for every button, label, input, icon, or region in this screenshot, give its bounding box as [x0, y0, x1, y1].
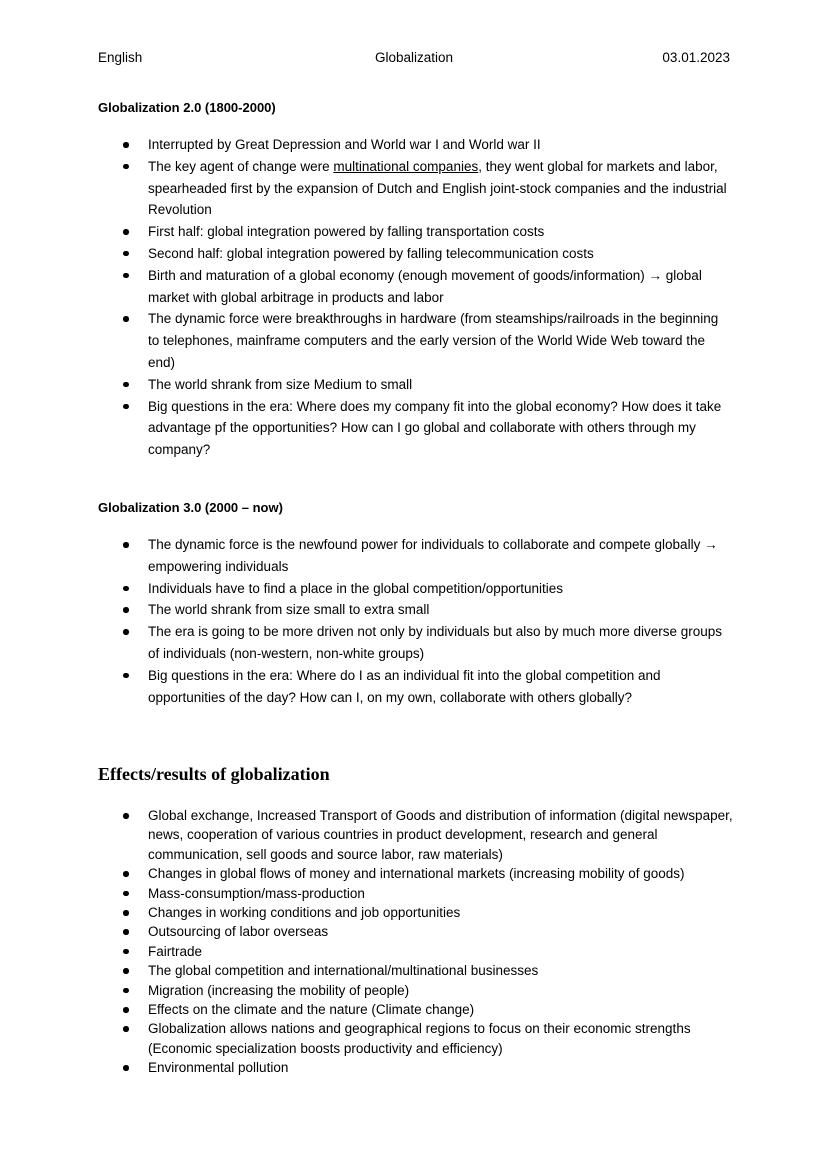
section-title-globalization-3: Globalization 3.0 (2000 – now): [98, 500, 283, 515]
bullet-list-globalization-2: [148, 134, 733, 461]
list-item: Changes in global flows of money and international markets (increasing mobility of goods): [148, 864, 733, 883]
list-item: Big questions in the era: Where does my company fit into the global economy? How does it take advantage pf the opportunities? How can I go global and collaborate with others through my company?: [148, 396, 733, 461]
effects-heading: Effects/results of globalization: [98, 764, 330, 784]
list-item: Birth and maturation of a global economy (enough movement of goods/information) → global market with global arbitrage in products and labor: [148, 265, 733, 309]
section-title-globalization-2: Globalization 2.0 (1800-2000): [98, 100, 276, 115]
list-item: Globalization allows nations and geographical regions to focus on their economic strengths (Economic specialization boosts productivity and efficiency): [148, 1019, 733, 1058]
header-subject: English: [98, 50, 143, 65]
header-topic: Globalization: [374, 50, 454, 65]
underlined-term: multinational companies: [333, 158, 479, 174]
list-item: First half: global integration powered by falling transportation costs: [148, 221, 733, 243]
list-item: Interrupted by Great Depression and World war I and World war II: [148, 134, 733, 156]
list-item: Fairtrade: [148, 942, 733, 961]
bullet-list-effects: [148, 806, 733, 1078]
list-item: Second half: global integration powered by falling telecommunication costs: [148, 243, 733, 265]
list-item: Changes in working conditions and job opportunities: [148, 903, 733, 922]
list-item: The key agent of change were multinational companies, they went global for markets and labor, spearheaded first by the expansion of Dutch and English joint-stock companies and the industrial Revolution: [148, 156, 733, 221]
page-header: [98, 50, 730, 68]
list-item: The era is going to be more driven not only by individuals but also by much more diverse groups of individuals (non-western, non-white groups): [148, 621, 733, 665]
list-item: Environmental pollution: [148, 1058, 733, 1077]
list-item: The world shrank from size small to extra small: [148, 599, 733, 621]
header-date: 03.01.2023: [662, 50, 730, 65]
list-item: The dynamic force were breakthroughs in hardware (from steamships/railroads in the beginning to telephones, mainframe computers and the early version of the World Wide Web toward the end): [148, 308, 733, 373]
list-item: The world shrank from size Medium to small: [148, 374, 733, 396]
list-item: Big questions in the era: Where do I as an individual fit into the global competition and opportunities of the day? How can I, on my own, collaborate with others globally?: [148, 665, 733, 709]
bullet-list-globalization-3: [148, 534, 733, 708]
list-item: Outsourcing of labor overseas: [148, 922, 733, 941]
list-item: Migration (increasing the mobility of people): [148, 981, 733, 1000]
list-item: Global exchange, Increased Transport of Goods and distribution of information (digital newspaper, news, cooperation of various countries in product development, research and general communication, sell goods and source labor, raw materials): [148, 806, 733, 864]
list-item: Mass-consumption/mass-production: [148, 884, 733, 903]
list-item: Effects on the climate and the nature (Climate change): [148, 1000, 733, 1019]
list-item: The dynamic force is the newfound power for individuals to collaborate and compete globally → empowering individuals: [148, 534, 733, 578]
list-item: The global competition and international/multinational businesses: [148, 961, 733, 980]
list-item: Individuals have to find a place in the global competition/opportunities: [148, 578, 733, 600]
